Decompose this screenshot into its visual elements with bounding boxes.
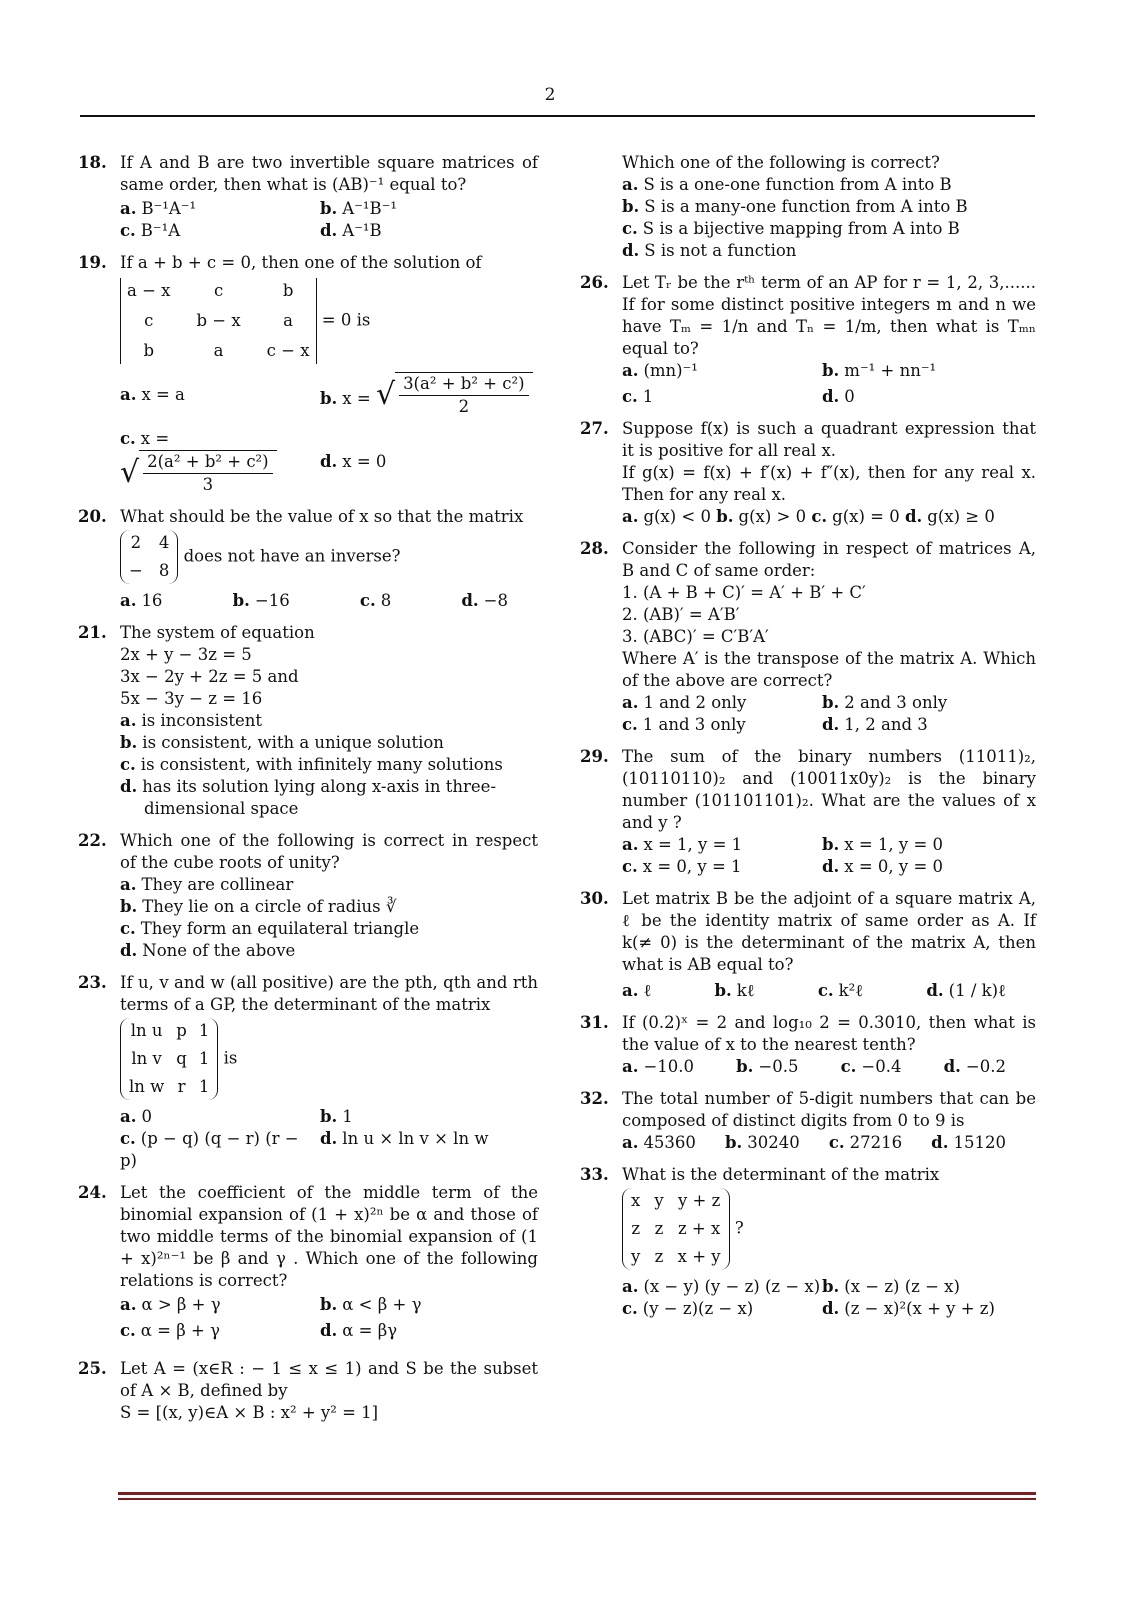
question-text: The system of equation [120,623,315,642]
option-c: c. is consistent, with infinitely many solutions [120,755,503,774]
question-29 [580,746,1036,878]
question-text: The total number of 5-digit numbers that can be composed of distinct digits from 0 to 9 is [622,1089,1036,1130]
option-c: c. x = √ $\frac{\text{2(a² + b² + c²)}}{3}$ [120,428,320,496]
question-text: Which one of the following is correct in respect of the cube roots of unity? [120,831,538,872]
option-a: a. x = a [120,385,185,404]
option-b: b. They lie on a circle of radius ∛ [120,897,397,916]
option-d: d. 0 [822,387,855,406]
option-c: c. 27216 [828,1133,903,1152]
left-column [78,152,538,1434]
option-a: a. α > β + γ [120,1295,221,1314]
question-number: 30. [580,889,609,908]
question-number: 31. [580,1013,609,1032]
question-19 [78,252,538,496]
question-22 [78,830,538,962]
question-text: The sum of the binary numbers (11011)₂, (10110110)₂ and (10011x0y)₂ is the binary number (101101101)₂. What are the values of x and y ? [622,747,1036,832]
question-number: 21. [78,623,107,642]
option-c: c. B⁻¹A [120,221,181,240]
question-text: If (0.2)ˣ = 2 and log₁₀ 2 = 0.3010, then what is the value of x to the nearest tenth? [622,1013,1036,1054]
option-b: b. −16 [232,591,290,610]
determinant: a − x c b c b − x a b a c − x [120,278,317,364]
question-30 [580,888,1036,1002]
option-b: b. 30240 [724,1133,800,1152]
question-text: Consider the following in respect of matrices A, B and C of same order: [622,539,1036,580]
option-d: d. −0.2 [943,1057,1006,1076]
option-b: b. g(x) > 0 [716,507,807,526]
question-number: 23. [78,973,107,992]
option-d: d. x = 0, y = 0 [822,857,944,876]
option-c: c. g(x) = 0 [811,507,900,526]
option-c: c. 1 and 3 only [622,715,746,734]
question-number: 33. [580,1165,609,1184]
option-a: a. S is a one-one function from A into B [622,175,952,194]
question-text: Let Tᵣ be the rᵗʰ term of an AP for r = 1, 2, 3,...... If for some distinct positive integers m and n we have Tₘ = 1/n and Tₙ = 1/m, then what is Tₘₙ equal to? [622,273,1036,358]
matrix-tail: is [223,1048,238,1068]
option-a: a. 1 and 2 only [622,693,747,712]
option-c: c. −0.4 [840,1057,902,1076]
option-b: b. is consistent, with a unique solution [120,733,444,752]
option-c: c. 1 [622,387,654,406]
set-definition: S = [(x, y)∈A × B : x² + y² = 1] [120,1403,379,1422]
matrix: x y y + z z z z + x y z x + y [622,1188,730,1270]
question-number: 24. [78,1183,107,1202]
question-26 [580,272,1036,408]
question-text-continued: If g(x) = f(x) + f′(x) + f″(x), then for any real x. Then for any real x. [622,463,1036,504]
question-number: 29. [580,747,609,766]
option-c: c. S is a bijective mapping from A into B [622,219,960,238]
option-a: a. (mn)⁻¹ [622,361,698,380]
question-text: If a + b + c = 0, then one of the solution of [120,253,482,272]
determinant-tail: = 0 is [321,310,371,330]
matrix: ln u p 1 ln v q 1 ln w r 1 [120,1018,218,1100]
question-text: Suppose f(x) is such a quadrant expression that it is positive for all real x. [622,419,1036,460]
question-number: 28. [580,539,609,558]
option-d: d. 1, 2 and 3 [822,715,928,734]
option-a: a. They are collinear [120,875,294,894]
option-a: a. is inconsistent [120,711,262,730]
option-d: d. g(x) ≥ 0 [904,507,995,526]
option-a: a. B⁻¹A⁻¹ [120,199,197,218]
option-c: c. k²ℓ [817,981,864,1000]
equation: 2x + y − 3z = 5 [120,645,252,664]
option-a: a. (x − y) (y − z) (z − x) [622,1277,821,1296]
option-b: b. 2 and 3 only [822,693,948,712]
question-24 [78,1182,538,1342]
option-c: c. x = 0, y = 1 [622,857,742,876]
option-a: a. x = 1, y = 1 [622,835,743,854]
option-b: b. kℓ [714,981,755,1000]
option-d: d. −8 [461,591,508,610]
option-d: d. 15120 [931,1133,1006,1152]
page-number: 2 [544,85,556,105]
statement: 1. (A + B + C)′ = A′ + B′ + C′ [622,583,866,602]
question-18 [78,152,538,242]
option-b: b. A⁻¹B⁻¹ [320,199,397,218]
question-27 [580,418,1036,528]
question-text: If A and B are two invertible square matrices of same order, then what is (AB)⁻¹ equal to? [120,153,538,194]
question-number: 19. [78,253,107,272]
option-a: a. 0 [120,1107,152,1126]
option-c: c. (y − z)(z − x) [622,1299,754,1318]
option-b: b. x = 1, y = 0 [822,835,944,854]
question-32 [580,1088,1036,1154]
question-number: 27. [580,419,609,438]
option-d: d. has its solution lying along x-axis in three-dimensional space [120,777,497,818]
question-text: Let A = (x∈R : − 1 ≤ x ≤ 1) and S be the subset of A × B, defined by [120,1359,538,1400]
right-column [580,152,1036,1330]
question-text: What is the determinant of the matrix [622,1165,940,1184]
question-20 [78,506,538,612]
question-23 [78,972,538,1172]
question-text: What should be the value of x so that the matrix [120,507,524,526]
option-d: d. A⁻¹B [320,221,382,240]
question-25 [78,1358,538,1424]
option-d: d. None of the above [120,941,296,960]
question-number: 25. [78,1359,107,1378]
header-rule [80,115,1035,117]
option-a: a. g(x) < 0 [622,507,711,526]
question-number: 22. [78,831,107,850]
option-c: c. (p − q) (q − r) (r − p) [120,1129,299,1170]
option-b: b. 1 [320,1107,353,1126]
question-text: Let the coefficient of the middle term of the binomial expansion of (1 + x)²ⁿ be α and those of two middle terms of the binomial expansion of (1 + x)²ⁿ⁻¹ be β and γ . Which one of the following relations is correct? [120,1183,538,1290]
footer-rule [118,1492,1036,1500]
question-31 [580,1012,1036,1078]
question-25-continued [580,152,1036,262]
option-c: c. 8 [359,591,392,610]
option-b: b. −0.5 [736,1057,799,1076]
option-b: b. x = √ $\frac{\text{3(a² + b² + c²)}}{2}$ [320,372,538,418]
question-number: 32. [580,1089,609,1108]
option-a: a. 45360 [622,1133,696,1152]
question-text: If u, v and w (all positive) are the pth, qth and rth terms of a GP, the determinant of the matrix [120,973,538,1014]
question-33 [580,1164,1036,1320]
statement: 2. (AB)′ = A′B′ [622,605,740,624]
question-text: Which one of the following is correct? [622,153,940,172]
option-a: a. ℓ [622,981,652,1000]
option-d: d. ln u × ln v × ln w [320,1129,489,1148]
matrix-tail: ? [734,1218,744,1238]
option-b: b. m⁻¹ + nn⁻¹ [822,361,937,380]
option-d: d. (z − x)²(x + y + z) [822,1299,995,1318]
question-number: 20. [78,507,107,526]
option-c: c. They form an equilateral triangle [120,919,420,938]
matrix-tail: does not have an inverse? [183,546,401,566]
option-c: c. α = β + γ [120,1321,220,1340]
option-a: a. −10.0 [622,1057,695,1076]
equation: 3x − 2y + 2z = 5 and [120,667,299,686]
option-b: b. (x − z) (z − x) [822,1277,960,1296]
option-b: b. α < β + γ [320,1295,422,1314]
question-21 [78,622,538,820]
option-d: d. x = 0 [320,452,387,471]
option-d: d. α = βγ [320,1321,398,1340]
option-a: a. 16 [120,591,163,610]
option-d: d. S is not a function [622,241,797,260]
question-28 [580,538,1036,736]
question-text: Let matrix B be the adjoint of a square matrix A, ℓ be the identity matrix of same order as A. If k(≠ 0) is the determinant of the matrix A, then what is AB equal to? [622,889,1036,974]
option-d: d. (1 / k)ℓ [926,981,1006,1000]
question-text-continued: Where A′ is the transpose of the matrix A. Which of the above are correct? [622,649,1036,690]
question-number: 18. [78,153,107,172]
option-b: b. S is a many-one function from A into B [622,197,968,216]
equation: 5x − 3y − z = 16 [120,689,263,708]
statement: 3. (ABC)′ = C′B′A′ [622,627,769,646]
question-number: 26. [580,273,609,292]
matrix: 2 4 − 8 [120,530,178,584]
